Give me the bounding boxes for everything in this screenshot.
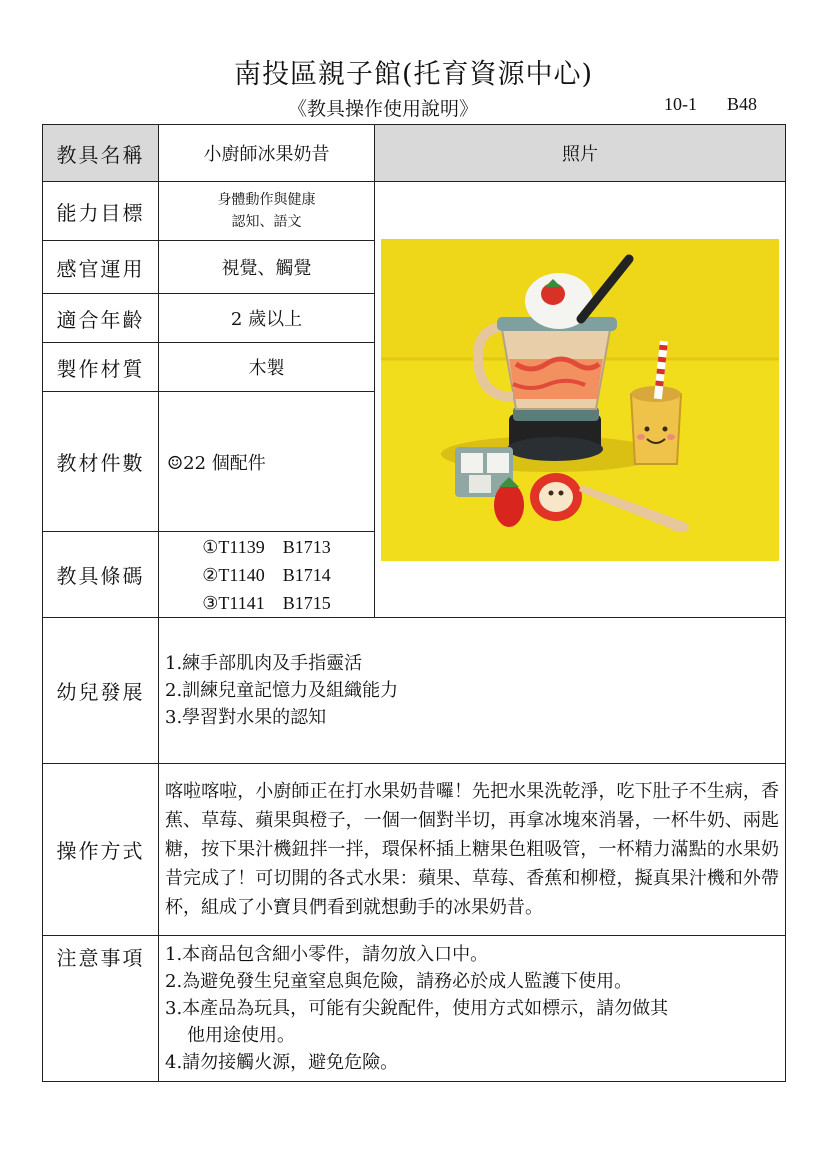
list-item: 3.學習對水果的認知 [165, 707, 327, 728]
label-photo: 照片 [375, 125, 786, 182]
label-senses: 感官運用 [43, 241, 159, 294]
value-senses: 視覺、觸覺 [159, 241, 375, 294]
label-pieces: 教材件數 [43, 392, 159, 532]
value-name: 小廚師冰果奶昔 [159, 125, 375, 182]
value-operation: 喀啦喀啦，小廚師正在打水果奶昔囉！先把水果洗乾淨，吃下肚子不生病，香蕉、草莓、蘋果與橙子，一個一個對半切，再拿冰塊來消暑，一杯牛奶、兩匙糖，按下果汁機鈕拌一拌，環保杯插上糖果色粗吸管，一杯精力滿點的水果奶昔完成了！可切開的各式水果：蘋果、草莓、香蕉和柳橙，擬真果汁機和外帶杯，組成了小寶貝們看到就想動手的冰果奶昔。 [159, 764, 786, 936]
label-notes: 注意事項 [43, 936, 159, 1082]
list-item: 2.為避免發生兒童窒息與危險，請務必於成人監護下使用。 [165, 971, 633, 992]
code-number: 10-1 [664, 94, 697, 114]
label-development: 幼兒發展 [43, 618, 159, 764]
value-pieces: ☺22 個配件 [159, 392, 375, 532]
document-subtitle: 《教具操作使用說明》 [288, 98, 479, 120]
instruction-table [42, 124, 786, 1082]
label-material: 製作材質 [43, 343, 159, 392]
barcode-row: ③T1141 B1715 [202, 592, 331, 613]
value-age: 2 歲以上 [159, 294, 375, 343]
list-item: 2.訓練兒童記憶力及組織能力 [165, 680, 399, 701]
label-name: 教具名稱 [43, 125, 159, 182]
value-barcodes [159, 532, 375, 618]
product-photo [381, 239, 779, 561]
item-code [664, 94, 757, 115]
value-ability [159, 182, 375, 241]
code-id: B48 [727, 94, 758, 114]
list-item: 3.本產品為玩具，可能有尖銳配件，使用方式如標示，請勿做其 [165, 998, 669, 1019]
label-barcode: 教具條碼 [43, 532, 159, 618]
barcode-row: ②T1140 B1714 [202, 564, 331, 585]
page-title: 南投區親子館(托育資源中心) [233, 59, 594, 90]
label-age: 適合年齡 [43, 294, 159, 343]
ability-line-2: 認知、語文 [231, 214, 302, 230]
list-item: 他用途使用。 [187, 1025, 295, 1046]
ability-line-1: 身體動作與健康 [217, 192, 316, 208]
value-notes [159, 936, 786, 1082]
photo-cell [375, 182, 786, 618]
barcode-row: ①T1139 B1713 [202, 536, 331, 557]
value-development [159, 618, 786, 764]
list-item: 4.請勿接觸火源，避免危險。 [165, 1052, 399, 1073]
value-material: 木製 [159, 343, 375, 392]
list-item: 1.練手部肌肉及手指靈活 [165, 653, 363, 674]
label-operation: 操作方式 [43, 764, 159, 936]
label-ability: 能力目標 [43, 182, 159, 241]
list-item: 1.本商品包含細小零件，請勿放入口中。 [165, 944, 489, 965]
